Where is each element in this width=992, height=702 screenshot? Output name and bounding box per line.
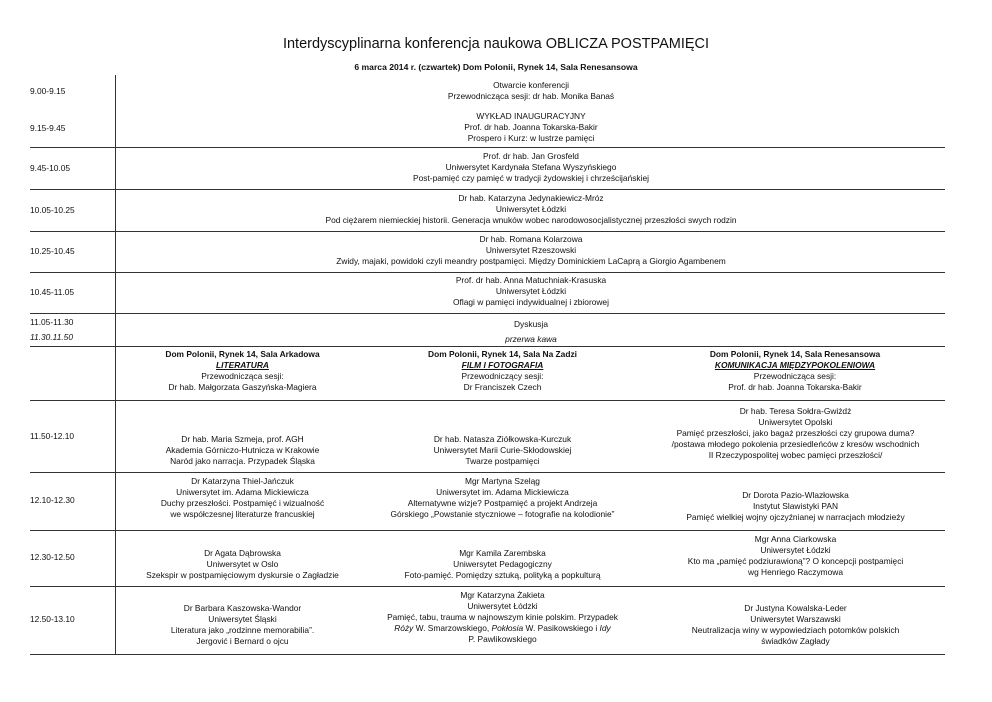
talk-title: Literatura jako „rodzinne memorabilia”. [170, 625, 315, 636]
speaker-name: Mgr Katarzyna Żakieta [460, 590, 545, 600]
talk-title: Duchy przeszłości. Postpamięć i wizualność [160, 498, 325, 509]
talk-cell [350, 590, 655, 645]
talk-title: P. Pawlikowskiego [468, 634, 537, 645]
speaker-affiliation: Uniwersytet w Oslo [206, 559, 279, 570]
speaker-name: Dr hab. Maria Szmeja, prof. AGH [181, 434, 304, 444]
talk-title: Zwidy, majaki, powidoki czyli meandry postpamięci. Między Dominickiem LaCaprą a Giorgio Agambenem [336, 256, 726, 267]
session-keynote [116, 111, 946, 144]
speaker-affiliation: Uniwersytet Rzeszowski [485, 245, 577, 256]
session-talk [116, 275, 946, 308]
speaker-affiliation: Uniwersytet Pedagogiczny [453, 559, 552, 570]
time-slot: 12.50-13.10 [30, 614, 75, 624]
time-slot: 10.45-11.05 [30, 287, 75, 297]
talk-title: Pamięć przeszłości, jako bagaż przeszłości czy grupowa duma? [676, 428, 915, 439]
row-divider [30, 530, 945, 531]
talk-title: II Rzeczypospolitej wobec pamięci przeszłości/ [708, 450, 883, 461]
speaker-affiliation: Uniwersytet im. Adama Mickiewicza [436, 487, 569, 498]
speaker-affiliation: Uniwersytet Łódzki [495, 204, 567, 215]
time-slot: 10.25-10.45 [30, 246, 75, 256]
speaker-name: Prof. dr hab. Jan Grosfeld [483, 151, 579, 161]
speaker-affiliation: Uniwersytet Warszawski [750, 614, 841, 625]
session-chair: Przewodnicząca sesji: dr hab. Monika Banaś [447, 91, 615, 102]
section-header-literatura [100, 349, 385, 393]
talk-title-line [350, 623, 655, 634]
talk-title-part: W. Pasikowskiego i [523, 623, 600, 634]
section-header-komunikacja [650, 349, 940, 393]
talk-title: świadków Zagłady [761, 636, 830, 647]
coffee-break-label: przerwa kawa [505, 334, 557, 344]
speaker-name: Prof. dr hab. Joanna Tokarska-Bakir [464, 122, 598, 133]
time-slot: 9.00-9.15 [30, 86, 66, 96]
speaker-name: Dr hab. Katarzyna Jedynakiewicz-Mróz [458, 193, 604, 203]
row-divider [30, 400, 945, 401]
speaker-affiliation: Uniwersytet Kardynała Stefana Wyszyńskiego [445, 162, 617, 173]
row-divider [30, 313, 945, 314]
page-subtitle: 6 marca 2014 r. (czwartek) Dom Polonii, Rynek 14, Sala Renesansowa [354, 62, 638, 72]
speaker-name: Dr Agata Dąbrowska [204, 548, 281, 558]
talk-cell [360, 476, 645, 520]
speaker-name: Dr hab. Teresa Sołdra-Gwiżdż [739, 406, 852, 416]
row-divider [30, 189, 945, 190]
film-title: Idy [599, 623, 611, 634]
talk-cell [648, 490, 943, 523]
section-header-film [360, 349, 645, 393]
room-name: Dom Polonii, Rynek 14, Sala Renesansowa [709, 349, 881, 359]
time-slot: 11.30.11.50 [30, 332, 73, 342]
talk-cell [648, 406, 943, 461]
film-title: Róży [394, 623, 414, 634]
speaker-name: Dr Dorota Pazio-Wlazłowska [742, 490, 849, 500]
talk-title: Foto-pamięć. Pomiędzy sztuką, polityką a popkulturą [404, 570, 601, 581]
row-divider [30, 272, 945, 273]
chair-name: Prof. dr hab. Joanna Tokarska-Bakir [728, 382, 862, 393]
talk-title: Górskiego „Powstanie styczniowe – fotografie na kolodionie” [390, 509, 615, 520]
row-divider [30, 147, 945, 148]
page-title: Interdyscyplinarna konferencja naukowa OBLICZA POSTPAMIĘCI [282, 36, 710, 52]
talk-title: Pamięć, tabu, trauma w najnowszym kinie polskim. Przypadek [387, 612, 618, 623]
time-slot: 11.05-11.30 [30, 317, 74, 327]
session-talk [116, 234, 946, 267]
row-divider [30, 346, 945, 347]
speaker-affiliation: Uniwersytet Łódzki [495, 286, 567, 297]
talk-cell [360, 434, 645, 467]
session-line: Otwarcie konferencji [493, 80, 569, 90]
speaker-name: Mgr Martyna Szeląg [465, 476, 540, 486]
talk-cell [100, 434, 385, 467]
speaker-affiliation: Instytut Slawistyki PAN [752, 501, 838, 512]
talk-title: wg Henriego Raczymowa [748, 567, 843, 578]
talk-cell [100, 476, 385, 520]
time-slot: 9.45-10.05 [30, 163, 71, 173]
section-topic: FILM I FOTOGRAFIA [461, 360, 544, 371]
speaker-affiliation: Uniwersytet im. Adama Mickiewicza [176, 487, 309, 498]
speaker-affiliation: Uniwersytet Łódzki [760, 545, 831, 556]
row-divider [30, 654, 945, 655]
row-divider [30, 472, 945, 473]
talk-cell [648, 534, 943, 578]
talk-title: Prospero i Kurz: w lustrze pamięci [467, 133, 595, 144]
talk-title: Pamięć wielkiej wojny ojczyźnianej w narracjach młodzieży [686, 512, 905, 523]
session-line: WYKŁAD INAUGURACYJNY [476, 111, 586, 121]
room-name: Dom Polonii, Rynek 14, Sala Na Zadzi [428, 349, 577, 359]
film-title: Pokłosia [491, 623, 524, 634]
time-slot: 12.10-12.30 [30, 495, 75, 505]
talk-title: Twarze postpamięci [465, 456, 540, 467]
chair-label: Przewodniczący sesji: [461, 371, 544, 382]
talk-cell [360, 548, 645, 581]
talk-title: Jergović i Bernard o ojcu [196, 636, 289, 647]
speaker-affiliation: Akademia Górniczo-Hutnicza w Krakowie [165, 445, 320, 456]
discussion-label: Dyskusja [514, 319, 548, 329]
session-talk [116, 151, 946, 184]
talk-title: Oflagi w pamięci indywidualnej i zbiorowej [453, 297, 609, 308]
time-slot: 11.50-12.10 [30, 431, 75, 441]
speaker-name: Mgr Anna Ciarkowska [754, 534, 837, 544]
talk-title: /postawa młodego pokolenia przesiedleńców z kresów wschodnich [671, 439, 920, 450]
talk-cell [100, 603, 385, 647]
talk-title: Naród jako narracja. Przypadek Śląska [170, 456, 315, 467]
speaker-name: Dr hab. Natasza Ziółkowska-Kurczuk [433, 434, 572, 444]
chair-label: Przewodnicząca sesji: [201, 371, 284, 382]
row-divider [30, 586, 945, 587]
talk-title: we współczesnej literaturze francuskiej [170, 509, 315, 520]
talk-title-part: W. Smarzowskiego, [413, 623, 492, 634]
chair-name: Dr hab. Małgorzata Gaszyńska-Magiera [168, 382, 317, 393]
speaker-affiliation: Uniwersytet Opolski [758, 417, 833, 428]
time-slot: 10.05-10.25 [30, 205, 75, 215]
speaker-affiliation: Uniwersytet Łódzki [467, 601, 538, 612]
session-opening [116, 80, 946, 102]
row-divider [30, 231, 945, 232]
section-topic: LITERATURA [216, 360, 269, 371]
speaker-name: Dr hab. Romana Kolarzowa [479, 234, 583, 244]
time-slot: 9.15-9.45 [30, 123, 66, 133]
speaker-name: Mgr Kamila Zarembska [459, 548, 546, 558]
talk-title: Post-pamięć czy pamięć w tradycji żydowskiej i chrześcijańskiej [413, 173, 649, 184]
talk-title: Neutralizacja winy w wypowiedziach potomków polskich [691, 625, 900, 636]
time-slot: 12.30-12.50 [30, 552, 75, 562]
speaker-name: Dr Katarzyna Thiel-Jańczuk [191, 476, 294, 486]
session-talk [116, 193, 946, 226]
talk-cell [648, 603, 943, 647]
chair-label: Przewodnicząca sesji: [753, 371, 837, 382]
talk-title: Alternatywne wizje? Postpamięć a projekt Andrzeja [407, 498, 598, 509]
speaker-name: Prof. dr hab. Anna Matuchniak-Krasuska [455, 275, 607, 285]
speaker-name: Dr Barbara Kaszowska-Wandor [183, 603, 302, 613]
speaker-affiliation: Uniwersytet Marii Curie-Skłodowskiej [433, 445, 572, 456]
speaker-name: Dr Justyna Kowalska-Leder [744, 603, 847, 613]
talk-title: Kto ma „pamięć podziurawioną”? O koncepcji postpamięci [687, 556, 904, 567]
chair-name: Dr Franciszek Czech [463, 382, 542, 393]
speaker-affiliation: Uniwersytet Śląski [208, 614, 277, 625]
room-name: Dom Polonii, Rynek 14, Sala Arkadowa [165, 349, 320, 359]
talk-title: Pod ciężarem niemieckiej historii. Generacja wnuków wobec narodowosocjalistycznej przeszłości swych rodzin [325, 215, 737, 226]
talk-cell [100, 548, 385, 581]
section-topic: KOMUNIKACJA MIĘDZYPOKOLENIOWA [714, 360, 876, 371]
talk-title: Szekspir w postpamięciowym dyskursie o Zagładzie [146, 570, 339, 581]
